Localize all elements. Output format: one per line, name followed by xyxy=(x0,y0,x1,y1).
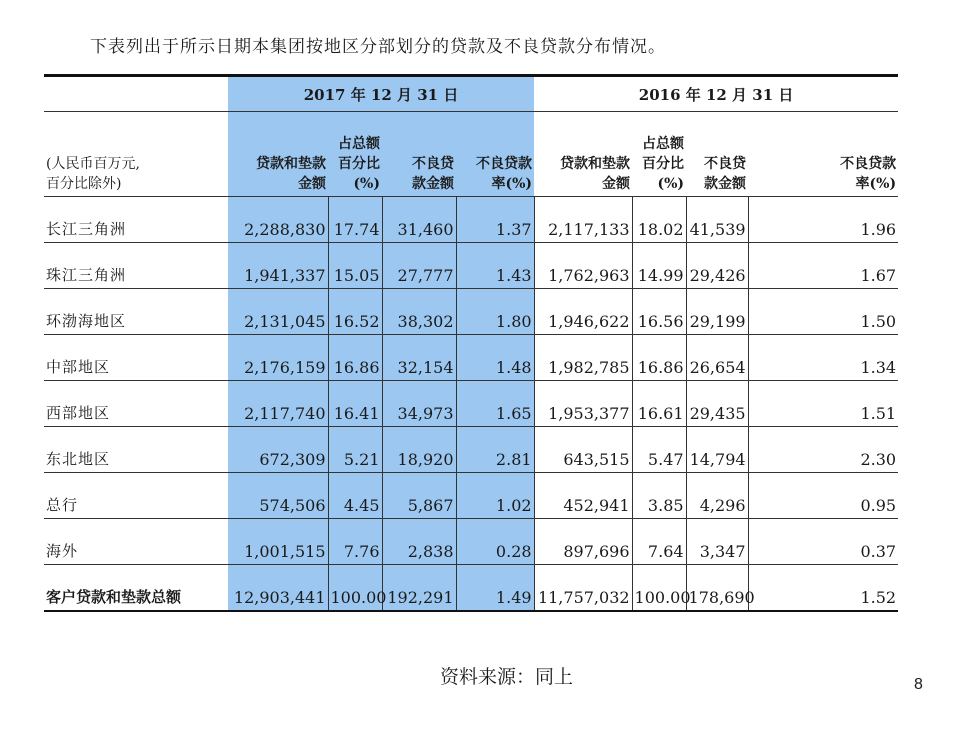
table-body xyxy=(44,197,898,612)
table-cell: 1.96 xyxy=(748,197,898,243)
region-name: 长江三角洲 xyxy=(44,197,228,243)
table-cell: 16.86 xyxy=(328,335,382,381)
table-cell: 1,941,337 xyxy=(228,243,328,289)
table-cell: 1.80 xyxy=(456,289,534,335)
table-row xyxy=(44,243,898,289)
table-cell: 16.56 xyxy=(632,289,686,335)
table-cell: 1,001,515 xyxy=(228,519,328,565)
table-cell: 18.02 xyxy=(632,197,686,243)
header-2017-npl-ratio: 不良贷款 率(%) xyxy=(456,112,534,197)
table-cell: 100.00 xyxy=(328,565,382,612)
unit-note xyxy=(44,112,228,197)
table-cell: 16.61 xyxy=(632,381,686,427)
table-cell: 1.52 xyxy=(748,565,898,612)
table-cell: 643,515 xyxy=(534,427,632,473)
loan-distribution-table xyxy=(44,74,898,612)
table-cell: 3,347 xyxy=(686,519,748,565)
period-2017: 2017 年 12 月 31 日 xyxy=(228,76,534,112)
table-cell: 7.76 xyxy=(328,519,382,565)
table-cell: 1,953,377 xyxy=(534,381,632,427)
table-cell: 5.21 xyxy=(328,427,382,473)
table-row xyxy=(44,427,898,473)
period-header-row xyxy=(44,76,898,112)
table-cell: 0.37 xyxy=(748,519,898,565)
table-cell: 29,426 xyxy=(686,243,748,289)
table-cell: 3.85 xyxy=(632,473,686,519)
region-name: 中部地区 xyxy=(44,335,228,381)
table-cell: 0.28 xyxy=(456,519,534,565)
page-number: 8 xyxy=(914,676,923,693)
table-cell: 14,794 xyxy=(686,427,748,473)
unit-note-line2: 百分比除外) xyxy=(46,176,122,192)
table-cell: 5,867 xyxy=(382,473,456,519)
loan-distribution-table-wrap xyxy=(44,74,898,612)
table-cell: 16.86 xyxy=(632,335,686,381)
table-row xyxy=(44,473,898,519)
source-note: 资料来源：同上 xyxy=(440,666,574,688)
table-cell: 12,903,441 xyxy=(228,565,328,612)
table-cell: 38,302 xyxy=(382,289,456,335)
table-cell: 672,309 xyxy=(228,427,328,473)
header-2016-share: 占总额 百分比 (%) xyxy=(632,112,686,197)
table-cell: 7.64 xyxy=(632,519,686,565)
table-cell: 11,757,032 xyxy=(534,565,632,612)
table-cell: 16.52 xyxy=(328,289,382,335)
header-2017-share: 占总额 百分比 (%) xyxy=(328,112,382,197)
table-cell: 0.95 xyxy=(748,473,898,519)
unit-note-line1: (人民币百万元, xyxy=(46,156,140,172)
table-cell: 17.74 xyxy=(328,197,382,243)
table-row xyxy=(44,519,898,565)
table-row xyxy=(44,335,898,381)
table-cell: 1.67 xyxy=(748,243,898,289)
header-2017-npl-amount: 不良贷 款金额 xyxy=(382,112,456,197)
table-cell: 31,460 xyxy=(382,197,456,243)
table-cell: 192,291 xyxy=(382,565,456,612)
table-cell: 4,296 xyxy=(686,473,748,519)
table-cell: 5.47 xyxy=(632,427,686,473)
table-cell: 100.00 xyxy=(632,565,686,612)
table-cell: 34,973 xyxy=(382,381,456,427)
column-header-row xyxy=(44,112,898,197)
table-cell: 1.50 xyxy=(748,289,898,335)
table-cell: 1.02 xyxy=(456,473,534,519)
table-cell: 1.51 xyxy=(748,381,898,427)
table-cell: 32,154 xyxy=(382,335,456,381)
period-blank-cell xyxy=(44,76,228,112)
table-cell: 16.41 xyxy=(328,381,382,427)
table-cell: 1.37 xyxy=(456,197,534,243)
header-2016-npl-ratio: 不良贷款 率(%) xyxy=(748,112,898,197)
period-2016: 2016 年 12 月 31 日 xyxy=(534,76,898,112)
table-cell: 1.65 xyxy=(456,381,534,427)
region-name: 西部地区 xyxy=(44,381,228,427)
table-cell: 2,288,830 xyxy=(228,197,328,243)
table-cell: 574,506 xyxy=(228,473,328,519)
table-cell: 1.43 xyxy=(456,243,534,289)
table-cell: 2,117,133 xyxy=(534,197,632,243)
table-cell: 2.30 xyxy=(748,427,898,473)
table-cell: 15.05 xyxy=(328,243,382,289)
header-2016-npl-amount: 不良贷 款金额 xyxy=(686,112,748,197)
region-name: 总行 xyxy=(44,473,228,519)
region-name: 环渤海地区 xyxy=(44,289,228,335)
region-name: 东北地区 xyxy=(44,427,228,473)
table-cell: 1.48 xyxy=(456,335,534,381)
table-cell: 29,435 xyxy=(686,381,748,427)
table-cell: 1,946,622 xyxy=(534,289,632,335)
table-cell: 1,762,963 xyxy=(534,243,632,289)
table-cell: 4.45 xyxy=(328,473,382,519)
region-name: 客户贷款和垫款总额 xyxy=(44,565,228,612)
table-cell: 2,838 xyxy=(382,519,456,565)
table-cell: 2,131,045 xyxy=(228,289,328,335)
table-cell: 2.81 xyxy=(456,427,534,473)
table-cell: 1,982,785 xyxy=(534,335,632,381)
table-cell: 41,539 xyxy=(686,197,748,243)
header-2017-loan-amount: 贷款和垫款 金额 xyxy=(228,112,328,197)
table-row xyxy=(44,565,898,612)
intro-text: 下表列出于所示日期本集团按地区分部划分的贷款及不良贷款分布情况。 xyxy=(90,37,666,57)
table-cell: 1.34 xyxy=(748,335,898,381)
table-row xyxy=(44,381,898,427)
header-2016-loan-amount: 贷款和垫款 金额 xyxy=(534,112,632,197)
table-cell: 2,176,159 xyxy=(228,335,328,381)
table-row xyxy=(44,289,898,335)
table-cell: 2,117,740 xyxy=(228,381,328,427)
table-cell: 27,777 xyxy=(382,243,456,289)
table-cell: 1.49 xyxy=(456,565,534,612)
table-cell: 14.99 xyxy=(632,243,686,289)
table-cell: 897,696 xyxy=(534,519,632,565)
table-cell: 18,920 xyxy=(382,427,456,473)
table-cell: 452,941 xyxy=(534,473,632,519)
table-cell: 29,199 xyxy=(686,289,748,335)
table-row xyxy=(44,197,898,243)
table-cell: 26,654 xyxy=(686,335,748,381)
region-name: 海外 xyxy=(44,519,228,565)
table-cell: 178,690 xyxy=(686,565,748,612)
region-name: 珠江三角洲 xyxy=(44,243,228,289)
